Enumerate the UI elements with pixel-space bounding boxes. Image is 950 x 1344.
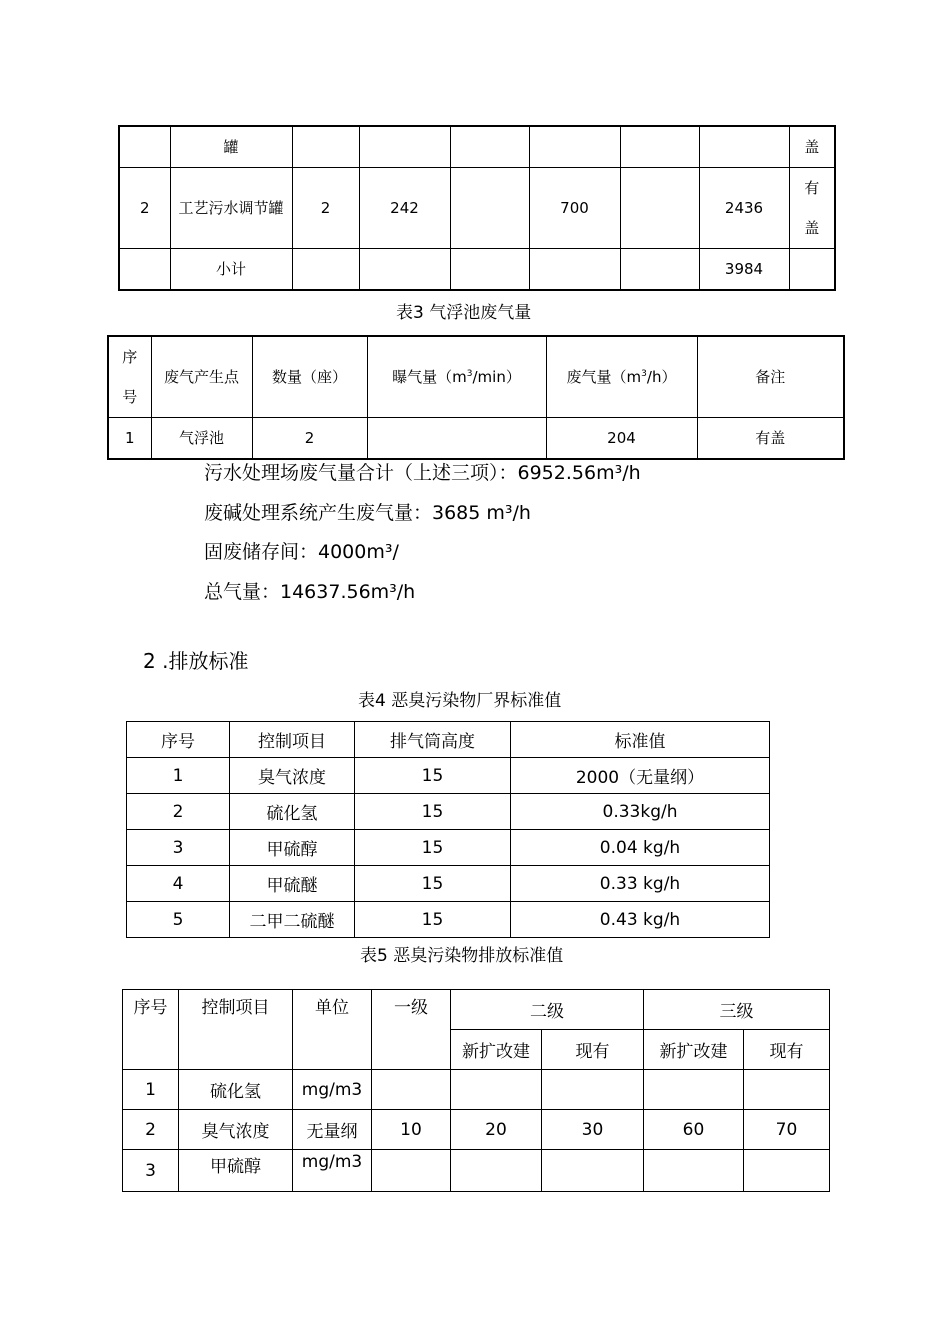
header-cell: 废气量$(m^3/h)$ [546, 336, 697, 418]
cell-text: 有盖 [804, 179, 820, 237]
cell-text: 工艺污水调节罐 [178, 199, 284, 217]
cell [744, 1070, 830, 1110]
header-cell: 序号 [123, 990, 179, 1070]
cell: 罐 [170, 126, 292, 168]
cell: 15 [355, 866, 511, 902]
cell: 204 [546, 418, 697, 460]
cell [529, 249, 620, 291]
cell [789, 249, 835, 291]
cell: 2 [123, 1110, 179, 1150]
table-row [123, 1150, 830, 1192]
cell: 2 [252, 418, 367, 460]
header-cell: 序号 [127, 722, 230, 758]
summary-line: 污水处理场废气量合计（上述三项）：6952.56m³/h [204, 462, 641, 484]
summary-line: 废碱处理系统产生废气量：3685 m³/h [204, 502, 531, 524]
subheader-cell: 现有 [744, 1030, 830, 1070]
cell: 10 [372, 1110, 451, 1150]
cell: 气浮池 [151, 418, 252, 460]
cell [744, 1150, 830, 1192]
cell [451, 1070, 542, 1110]
cell [119, 249, 170, 291]
summary-line: 总气量：14637.56m³/h [204, 581, 416, 603]
cell: 30 [542, 1110, 644, 1150]
cell: 15 [355, 902, 511, 938]
cell: mg/m3 [293, 1070, 372, 1110]
table-row [119, 126, 835, 168]
cell: 二甲二硫醚 [230, 902, 355, 938]
header-cell: 控制项目 [230, 722, 355, 758]
cell: 臭气浓度 [230, 758, 355, 794]
cell [451, 1150, 542, 1192]
cell [359, 249, 450, 291]
header-cell: 备注 [697, 336, 844, 418]
cell: 15 [355, 758, 511, 794]
cell: mg/m3 [293, 1150, 372, 1192]
table-row [127, 830, 770, 866]
cell: 5 [127, 902, 230, 938]
cell: 0.04 kg/h [511, 830, 770, 866]
cell: 3 [123, 1150, 179, 1192]
header-cell: 控制项目 [179, 990, 293, 1070]
table-row [108, 418, 844, 460]
cell [620, 168, 699, 249]
header-cell: 曝气量$(m^3/\min)$ [367, 336, 546, 418]
table-row [127, 758, 770, 794]
cell [542, 1150, 644, 1192]
cell [170, 168, 292, 249]
cell: 242 [359, 168, 450, 249]
cell: 700 [529, 168, 620, 249]
cell: 1 [123, 1070, 179, 1110]
cell [620, 249, 699, 291]
cell [644, 1150, 744, 1192]
cell [292, 249, 359, 291]
cell: 甲硫醇 [230, 830, 355, 866]
cell: 0.33kg/h [511, 794, 770, 830]
cell [699, 126, 789, 168]
header-cell: 二级 [451, 990, 644, 1030]
cell [542, 1070, 644, 1110]
header-cell: 一级 [372, 990, 451, 1070]
section-heading: 2 .排放标准 [143, 649, 249, 673]
subheader-cell: 新扩改建 [644, 1030, 744, 1070]
cell: 2000（无量纲） [511, 758, 770, 794]
cell: 4 [127, 866, 230, 902]
header-cell: 三级 [644, 990, 830, 1030]
cell: 60 [644, 1110, 744, 1150]
header-cell: 单位 [293, 990, 372, 1070]
table3 [107, 335, 845, 460]
subheader-cell: 现有 [542, 1030, 644, 1070]
table4 [126, 721, 770, 938]
header-cell: 标准值 [511, 722, 770, 758]
cell: 0.43 kg/h [511, 902, 770, 938]
header-cell [108, 336, 151, 418]
table-row [127, 902, 770, 938]
cell [367, 418, 546, 460]
cell: 2 [292, 168, 359, 249]
cell: 2436 [699, 168, 789, 249]
table-top [118, 125, 836, 291]
cell: 20 [451, 1110, 542, 1150]
table4-caption: 表4 恶臭污染物厂界标准值 [358, 691, 562, 711]
cell: 3984 [699, 249, 789, 291]
table5-caption: 表5 恶臭污染物排放标准值 [360, 946, 564, 966]
cell [359, 126, 450, 168]
table-row [123, 1110, 830, 1150]
summary-line: 固废储存间：4000m³/ [204, 541, 399, 563]
table5 [122, 989, 830, 1192]
subheader-cell: 新扩改建 [451, 1030, 542, 1070]
cell [292, 126, 359, 168]
cell [620, 126, 699, 168]
table-row [127, 794, 770, 830]
cell: 0.33 kg/h [511, 866, 770, 902]
table-header-row [123, 990, 830, 1030]
header-cell: 数量（座） [252, 336, 367, 418]
cell: 15 [355, 794, 511, 830]
table-header-row [108, 336, 844, 418]
header-cell: 排气筒高度 [355, 722, 511, 758]
cell: 硫化氢 [179, 1070, 293, 1110]
cell: 70 [744, 1110, 830, 1150]
table-row [123, 1070, 830, 1110]
cell [372, 1150, 451, 1192]
cell-text: 序号 [122, 348, 138, 406]
cell [450, 249, 529, 291]
cell: 无量纲 [293, 1110, 372, 1150]
table-row [119, 249, 835, 291]
cell: 15 [355, 830, 511, 866]
cell [372, 1070, 451, 1110]
cell: 甲硫醚 [230, 866, 355, 902]
cell [529, 126, 620, 168]
table-header-row [127, 722, 770, 758]
cell: 2 [127, 794, 230, 830]
cell: 3 [127, 830, 230, 866]
cell: 2 [119, 168, 170, 249]
cell: 甲硫醇 [179, 1150, 293, 1192]
cell: 硫化氢 [230, 794, 355, 830]
table-row [119, 168, 835, 249]
cell [789, 168, 835, 249]
cell: 小计 [170, 249, 292, 291]
cell [450, 168, 529, 249]
cell: 1 [127, 758, 230, 794]
table3-caption: 表3 气浮池废气量 [396, 303, 532, 323]
cell: 有盖 [697, 418, 844, 460]
cell [450, 126, 529, 168]
cell: 1 [108, 418, 151, 460]
header-cell: 废气产生点 [151, 336, 252, 418]
cell [644, 1070, 744, 1110]
table-row [127, 866, 770, 902]
cell: 盖 [789, 126, 835, 168]
cell: 臭气浓度 [179, 1110, 293, 1150]
cell [119, 126, 170, 168]
